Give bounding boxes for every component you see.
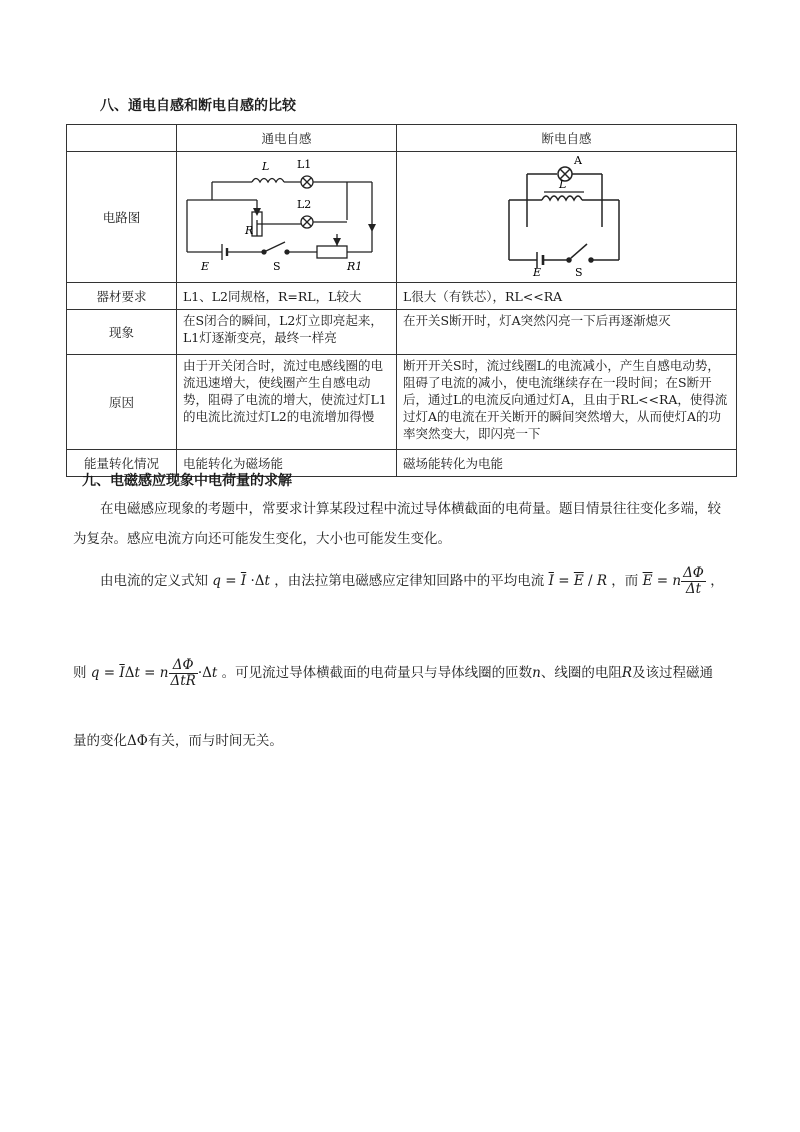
equipment-label: 器材要求 (67, 283, 177, 310)
section-8-title: 八、通电自感和断电自感的比较 (100, 98, 296, 114)
energy-on: 电能转化为磁场能 (177, 450, 397, 477)
table-row-circuit (67, 152, 737, 283)
reason-off: 断开开关S时，流过线圈L的电流减小，产生自感电动势，阻碍了电流的减小，使电流继续存在一段时间；在S断开后，通过L的电流反向通过灯A，且由于RL<<RA，使得流过灯A的电流在开关断开的瞬间突然增大，从而使灯A的功率突然变大，即闪亮一下 (397, 355, 737, 450)
paragraph-formula-2 (73, 658, 728, 689)
circuit-off-label-L: L (559, 178, 567, 191)
equipment-on: L1、L2同规格，R=RL，L较大 (177, 283, 397, 310)
formula-average-current: $\overline{I} = \overline{E} / R$ (548, 573, 607, 589)
circuit-on-label-L1: L1 (297, 158, 312, 171)
circuit-on-label-E: E (201, 260, 210, 273)
formula-q-definition: $q = \overline{I} \cdot\Delta t$ (212, 573, 270, 589)
circuit-off-label-E: E (533, 266, 542, 278)
phenomenon-off: 在开关S断开时，灯A突然闪亮一下后再逐渐熄灭 (397, 310, 737, 355)
reason-on: 由于开关闭合时，流过电感线圈的电流迅速增大，使线圈产生自感电动势，阻碍了电流的增大，使流过灯L1的电流比流过灯L2的电流增加得慢 (177, 355, 397, 450)
table-header-row (67, 125, 737, 152)
section-9-title: 九、电磁感应现象中电荷量的求解 (82, 473, 292, 489)
circuit-on-diagram (177, 152, 395, 278)
circuit-off-label-S: S (575, 266, 583, 278)
reason-label: 原因 (67, 355, 177, 450)
table-row-reason (67, 355, 737, 450)
p3-text-b: 。可见流过导体横截面的电荷量只与导体线圈的匝数 (221, 665, 533, 681)
circuit-on-label-R1: R1 (347, 260, 363, 273)
p2-text-d: ， (710, 573, 724, 589)
formula-q-result: $q = \overline{I}\Delta t = n$ $\frac{\Delta\Phi}{\text{ΔtR}}$ ·Δt (90, 657, 218, 689)
circuit-on-label-L: L (262, 160, 270, 173)
p2-text-c: ，而 (611, 573, 639, 589)
header-power-off: 断电自感 (397, 125, 737, 152)
p3-text-c: 、线圈的电阻 (540, 665, 622, 681)
phenomenon-label: 现象 (67, 310, 177, 355)
circuit-on-cell (177, 152, 397, 283)
header-empty (67, 125, 177, 152)
p3-text-d: 及该过程磁通 (632, 665, 713, 681)
formula-average-emf: $\overline{E} = n$ $\frac{\Delta\Phi}{\Delta t}$ (642, 565, 704, 597)
circuit-label: 电路图 (67, 152, 177, 283)
p2-text-a: 由电流的定义式知 (100, 573, 208, 589)
phenomenon-on: 在S闭合的瞬间，L2灯立即亮起来，L1灯逐渐变亮，最终一样亮 (177, 310, 397, 355)
circuit-on-label-R: R (245, 224, 254, 237)
table-row-phenomenon (67, 310, 737, 355)
circuit-off-cell (397, 152, 737, 283)
header-power-on: 通电自感 (177, 125, 397, 152)
circuit-off-label-A: A (574, 154, 582, 167)
p2-text-b: ，由法拉第电磁感应定律知回路中的平均电流 (274, 573, 545, 589)
circuit-off-diagram (397, 152, 735, 278)
circuit-on-label-S: S (273, 260, 281, 273)
comparison-table (66, 124, 737, 477)
equipment-off: L很大（有铁芯），RL<<RA (397, 283, 737, 310)
energy-label: 能量转化情况 (67, 450, 177, 477)
p3-var-n: n (532, 665, 541, 681)
paragraph-formula-1 (100, 566, 730, 597)
circuit-on-label-L2: L2 (297, 198, 312, 211)
paragraph-conclusion: 量的变化ΔΦ有关，而与时间无关。 (73, 733, 283, 749)
p3-text-a: 则 (73, 665, 87, 681)
table-row-equipment (67, 283, 737, 310)
paragraph-intro: 在电磁感应现象的考题中，常要求计算某段过程中流过导体横截面的电荷量。题目情景往往变化多端，较为复杂。感应电流方向还可能发生变化，大小也可能发生变化。 (73, 501, 721, 547)
energy-off: 磁场能转化为电能 (397, 450, 737, 477)
p3-var-R: R (621, 665, 632, 681)
